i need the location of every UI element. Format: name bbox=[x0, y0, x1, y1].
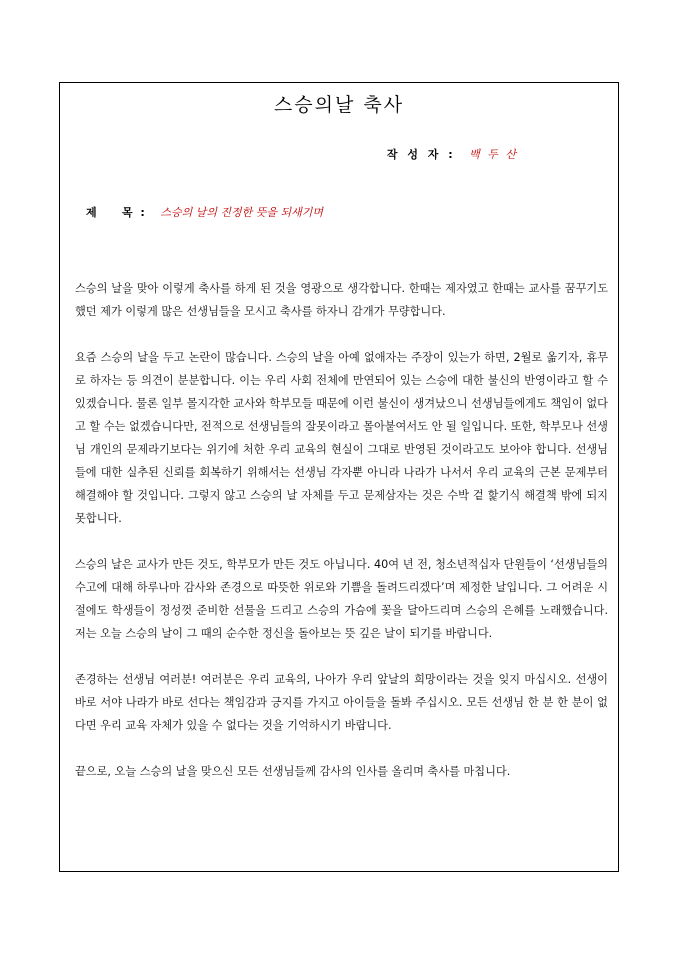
paragraph: 요즘 스승의 날을 두고 논란이 많습니다. 스승의 날을 아예 없애자는 주장이 있는가 하면, 2월로 옮기자, 휴무로 하자는 등 의견이 분분합니다. 이는 우리 사회 전체에 만연되어 있는 스승에 대한 불신의 반영이라고 할 수 있겠습니다. 물론 일부 몰지각한 교사와 학부모들 때문에 이런 불신이 생겨났으니 선생님들에게도 책임이 없다고 할 수는 없겠습니다만, 전적으로 선생님들의 잘못이라고 몰아붙여서도 안 될 일입니다. 또한, 학부모나 선생님 개인의 문제라기보다는 위기에 처한 우리 교육의 현실이 그대로 반영된 것이라고도 보아야 합니다. 선생님들에 대한 실추된 신뢰를 회복하기 위해서는 선생님 각자뿐 아니라 나라가 나서서 우리 교육의 근본 문제부터 해결해야 할 것입니다. 그렇지 않고 스승의 날 자체를 두고 문제삼자는 것은 수박 겉 핥기식 해결책 밖에 되지 못합니다. bbox=[75, 351, 608, 525]
document-body bbox=[75, 277, 608, 806]
document-title: 스승의날 축사 bbox=[273, 94, 405, 116]
author-row bbox=[387, 147, 518, 163]
paragraph: 끝으로, 오늘 스승의 날을 맞으신 모든 선생님들께 감사의 인사를 올리며 축사를 마칩니다. bbox=[75, 765, 511, 778]
author-label: 작 성 자 : bbox=[386, 148, 456, 161]
paragraph: 존경하는 선생님 여러분! 여러분은 우리 교육의, 나아가 우리 앞날의 희망이라는 것을 잊지 마십시오. 선생이 바로 서야 나라가 바로 선다는 책임감과 긍지를 가지고 아이들을 돌봐 주십시오. 모든 선생님 한 분 한 분이 없다면 우리 교육 자체가 있을 수 없다는 것을 기억하시기 바랍니다. bbox=[75, 673, 608, 732]
author-name: 백 두 산 bbox=[469, 148, 518, 161]
document-frame bbox=[59, 82, 619, 872]
subject-label: 제 목 : bbox=[86, 206, 147, 219]
paragraph: 스승의 날은 교사가 만든 것도, 학부모가 만든 것도 아닙니다. 40여 년 전, 청소년적십자 단원들이 ‘선생님들의 수고에 대해 하루나마 감사와 존경으로 따뜻한 위로와 기쁨을 돌려드리겠다’며 제정한 날입니다. 그 어려운 시절에도 학생들이 정성껏 준비한 선물을 드리고 스승의 가슴에 꽃을 달아드리며 스승의 은혜를 노래했습니다. 저는 오늘 스승의 날이 그 때의 순수한 정신을 돌아보는 뜻 깊은 날이 되기를 바랍니다. bbox=[75, 558, 608, 640]
paragraph: 스승의 날을 맞아 이렇게 축사를 하게 된 것을 영광으로 생각합니다. 한때는 제자였고 한때는 교사를 꿈꾸기도 했던 제가 이렇게 많은 선생님들을 모시고 축사를 하자니 감개가 무량합니다. bbox=[75, 282, 608, 318]
subject-row bbox=[86, 205, 323, 221]
subject-value: 스승의 날의 진정한 뜻을 되새기며 bbox=[160, 206, 324, 219]
